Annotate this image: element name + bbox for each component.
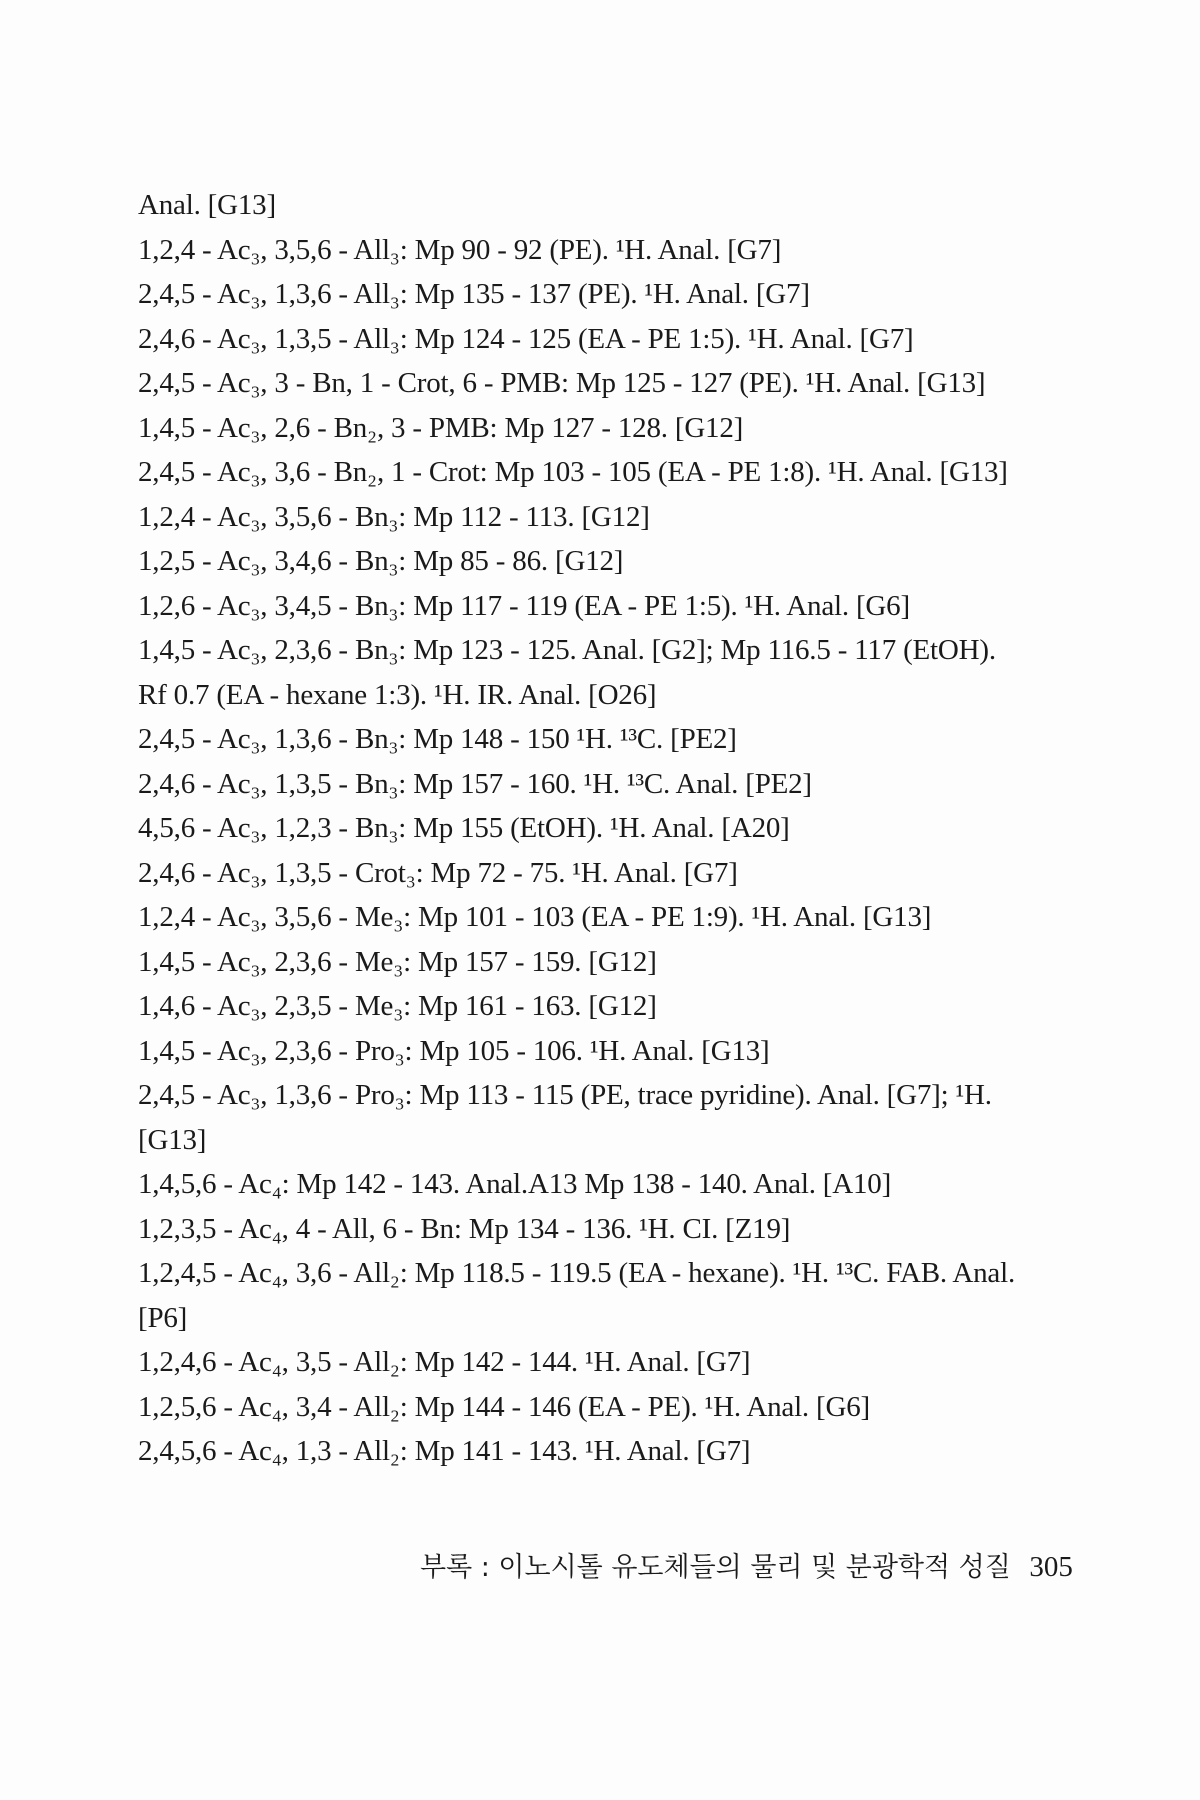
text-line: 1,2,6 - Ac₃, 3,4,5 - Bn₃: Mp 117 - 119 (EA - PE 1:5). ¹H. Anal. [G6] bbox=[138, 589, 910, 622]
text-line: [G13] bbox=[138, 1123, 207, 1156]
text-line: 2,4,5 - Ac₃, 3 - Bn, 1 - Crot, 6 - PMB: Mp 125 - 127 (PE). ¹H. Anal. [G13] bbox=[138, 367, 986, 399]
text-line: 1,2,4,5 - Ac₄, 3,6 - All₂: Mp 118.5 - 119.5 (EA - hexane). ¹H. ¹³C. FAB. Anal. bbox=[138, 1257, 1015, 1289]
text-line: 1,2,4 - Ac₃, 3,5,6 - Me₃: Mp 101 - 103 (EA - PE 1:9). ¹H. Anal. [G13] bbox=[138, 901, 932, 933]
text-line: 1,4,5 - Ac₃, 2,6 - Bn₂, 3 - PMB: Mp 127 - 128. [G12] bbox=[138, 411, 744, 444]
text-line: 2,4,6 - Ac₃, 1,3,5 - Bn₃: Mp 157 - 160. ¹H. ¹³C. Anal. [PE2] bbox=[138, 767, 812, 800]
text-line: 2,4,5 - Ac₃, 1,3,6 - Bn₃: Mp 148 - 150 ¹H. ¹³C. [PE2] bbox=[138, 723, 737, 755]
text-line: Rf 0.7 (EA - hexane 1:3). ¹H. IR. Anal. [O26] bbox=[138, 678, 657, 711]
text-line: 2,4,5,6 - Ac₄, 1,3 - All₂: Mp 141 - 143. ¹H. Anal. [G7] bbox=[138, 1435, 751, 1467]
text-line: 1,2,4,6 - Ac₄, 3,5 - All₂: Mp 142 - 144. ¹H. Anal. [G7] bbox=[138, 1346, 751, 1378]
text-line: 1,2,5 - Ac₃, 3,4,6 - Bn₃: Mp 85 - 86. [G12] bbox=[138, 545, 624, 577]
page-footer bbox=[420, 1545, 1073, 1584]
text-line: 4,5,6 - Ac₃, 1,2,3 - Bn₃: Mp 155 (EtOH). ¹H. Anal. [A20] bbox=[138, 812, 790, 844]
text-line: 1,2,5,6 - Ac₄, 3,4 - All₂: Mp 144 - 146 (EA - PE). ¹H. Anal. [G6] bbox=[138, 1390, 870, 1423]
text-line: 2,4,6 - Ac₃, 1,3,5 - Crot₃: Mp 72 - 75. ¹H. Anal. [G7] bbox=[138, 856, 738, 889]
text-line: 1,4,5 - Ac₃, 2,3,6 - Pro₃: Mp 105 - 106. ¹H. Anal. [G13] bbox=[138, 1034, 770, 1067]
text-line: 2,4,5 - Ac₃, 1,3,6 - Pro₃: Mp 113 - 115 (PE, trace pyridine). Anal. [G7]; ¹H. bbox=[138, 1079, 992, 1111]
text-line: 2,4,5 - Ac₃, 1,3,6 - All₃: Mp 135 - 137 (PE). ¹H. Anal. [G7] bbox=[138, 278, 810, 310]
compound-list bbox=[138, 183, 1038, 1474]
text-line: 1,2,4 - Ac₃, 3,5,6 - Bn₃: Mp 112 - 113. [G12] bbox=[138, 500, 650, 533]
text-line: Anal. [G13] bbox=[138, 189, 276, 221]
text-line: 1,2,4 - Ac₃, 3,5,6 - All₃: Mp 90 - 92 (PE). ¹H. Anal. [G7] bbox=[138, 233, 782, 266]
text-line: 1,2,3,5 - Ac₄, 4 - All, 6 - Bn: Mp 134 - 136. ¹H. CI. [Z19] bbox=[138, 1212, 791, 1245]
footer-title: 부록 : 이노시톨 유도체들의 물리 및 분광학적 성질 bbox=[420, 1552, 1011, 1583]
text-line: 1,4,5 - Ac₃, 2,3,6 - Bn₃: Mp 123 - 125. Anal. [G2]; Mp 116.5 - 117 (EtOH). bbox=[138, 634, 996, 666]
text-line: 2,4,6 - Ac₃, 1,3,5 - All₃: Mp 124 - 125 (EA - PE 1:5). ¹H. Anal. [G7] bbox=[138, 322, 914, 355]
text-line: 1,4,5 - Ac₃, 2,3,6 - Me₃: Mp 157 - 159. [G12] bbox=[138, 945, 657, 978]
text-line: 1,4,6 - Ac₃, 2,3,5 - Me₃: Mp 161 - 163. [G12] bbox=[138, 990, 657, 1022]
page-number: 305 bbox=[1029, 1551, 1073, 1583]
text-line: 2,4,5 - Ac₃, 3,6 - Bn₂, 1 - Crot: Mp 103 - 105 (EA - PE 1:8). ¹H. Anal. [G13] bbox=[138, 456, 1008, 488]
text-line: 1,4,5,6 - Ac₄: Mp 142 - 143. Anal.A13 Mp 138 - 140. Anal. [A10] bbox=[138, 1168, 892, 1200]
text-line: [P6] bbox=[138, 1301, 188, 1334]
